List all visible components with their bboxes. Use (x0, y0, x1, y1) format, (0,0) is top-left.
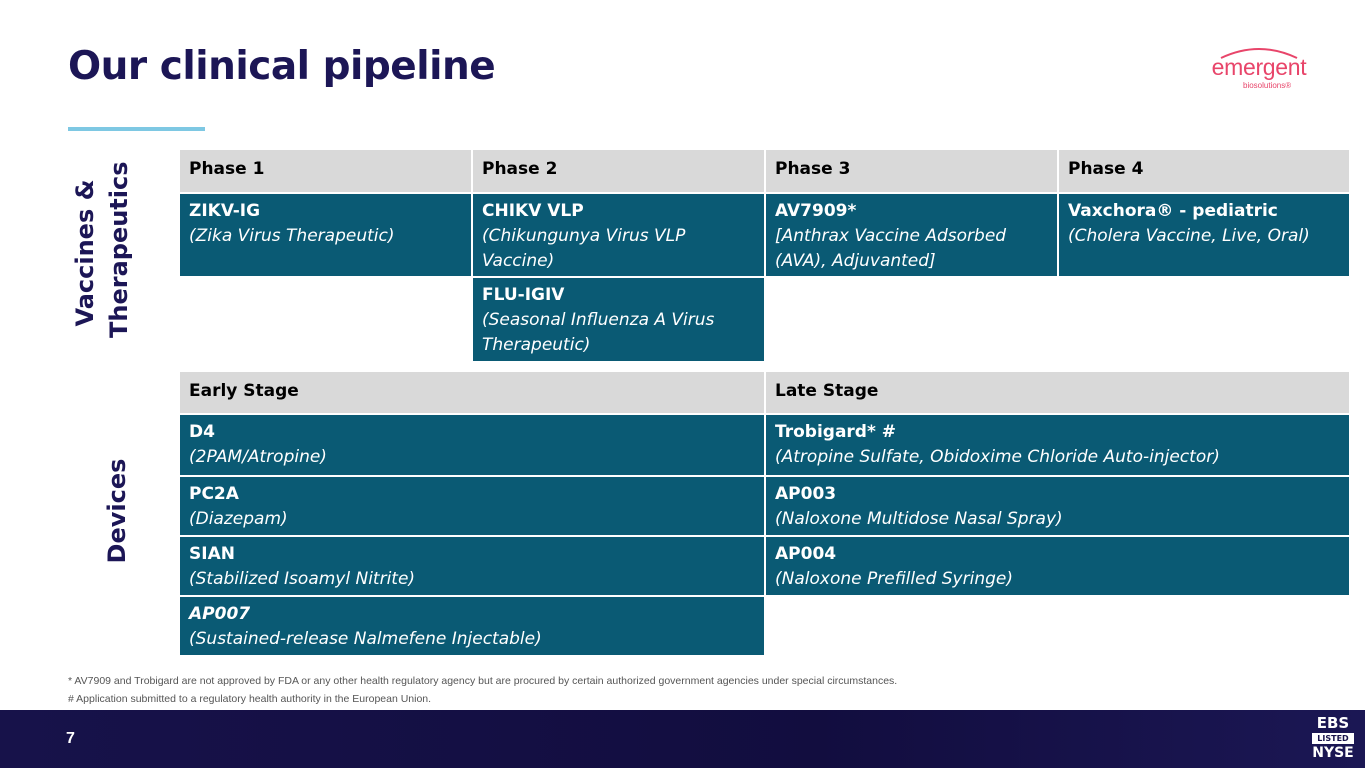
side-label-devices: Devices (103, 458, 131, 564)
device-cell-pc2a (180, 477, 764, 535)
product-description: (2PAM/Atropine) (189, 447, 327, 467)
product-name: AP007 (189, 604, 251, 624)
pipeline-cell-av7909 (766, 194, 1057, 276)
side-label-vaccines: Vaccines & Therapeutics (71, 161, 133, 338)
product-name: D4 (189, 422, 215, 442)
emergent-logo (1205, 44, 1313, 94)
product-name: Vaxchora® - pediatric (1068, 201, 1278, 221)
title-accent-line (68, 127, 205, 131)
device-cell-ap003 (766, 477, 1349, 535)
header-phase-1: Phase 1 (180, 150, 471, 192)
product-description: (Diazepam) (189, 509, 288, 529)
product-name: AP004 (775, 544, 837, 564)
footnotes (68, 672, 897, 708)
product-description: (Sustained-release Nalmefene Injectable) (189, 629, 542, 649)
header-phase-4: Phase 4 (1059, 150, 1349, 192)
pipeline-cell-zikv-ig (180, 194, 471, 276)
product-description: (Naloxone Multidose Nasal Spray) (775, 509, 1063, 529)
nyse-listed-badge (1310, 716, 1356, 766)
footer-bar (0, 710, 1365, 768)
product-description: (Cholera Vaccine, Live, Oral) (1068, 226, 1310, 246)
device-cell-trobigard (766, 415, 1349, 475)
product-description: (Naloxone Prefilled Syringe) (775, 569, 1013, 589)
product-name: AP003 (775, 484, 837, 504)
product-description: (Chikungunya Virus VLP Vaccine) (482, 226, 686, 271)
badge-ticker: EBS (1316, 714, 1350, 732)
product-name: AV7909* (775, 201, 857, 221)
badge-exchange: NYSE (1312, 745, 1354, 761)
product-description: (Seasonal Influenza A Virus Therapeutic) (482, 310, 715, 355)
header-early-stage: Early Stage (180, 372, 764, 413)
logo-wordmark: emergent (1211, 54, 1307, 80)
product-description: (Zika Virus Therapeutic) (189, 226, 395, 246)
footnote-application: # Application submitted to a regulatory health authority in the European Union. (68, 693, 432, 705)
product-description: (Stabilized Isoamyl Nitrite) (189, 569, 416, 589)
device-cell-ap007 (180, 597, 764, 655)
logo-subtext: biosolutions® (1243, 81, 1292, 90)
product-name: SIAN (189, 544, 235, 564)
pipeline-cell-chikv-vlp (473, 194, 764, 276)
product-name: ZIKV-IG (189, 201, 261, 221)
badge-listed: LISTED (1312, 733, 1354, 744)
header-late-stage: Late Stage (766, 372, 1349, 413)
product-name: PC2A (189, 484, 239, 504)
product-name: FLU-IGIV (482, 285, 565, 305)
device-cell-ap004 (766, 537, 1349, 595)
header-phase-2: Phase 2 (473, 150, 764, 192)
page-number: 7 (66, 730, 75, 747)
product-name: CHIKV VLP (482, 201, 584, 221)
product-name: Trobigard* # (775, 422, 897, 442)
pipeline-cell-flu-igiv (473, 278, 764, 361)
footnote-approval: * AV7909 and Trobigard are not approved by FDA or any other health regulatory agency but are procured by certain authorized government agencies under special circumstances. (68, 675, 898, 687)
pipeline-cell-vaxchora (1059, 194, 1349, 276)
product-description: (Atropine Sulfate, Obidoxime Chloride Auto-injector) (775, 447, 1220, 467)
device-cell-sian (180, 537, 764, 595)
device-cell-d4 (180, 415, 764, 475)
product-description: [Anthrax Vaccine Adsorbed (AVA), Adjuvanted] (775, 226, 1007, 271)
page-title: Our clinical pipeline (68, 44, 496, 89)
header-phase-3: Phase 3 (766, 150, 1057, 192)
